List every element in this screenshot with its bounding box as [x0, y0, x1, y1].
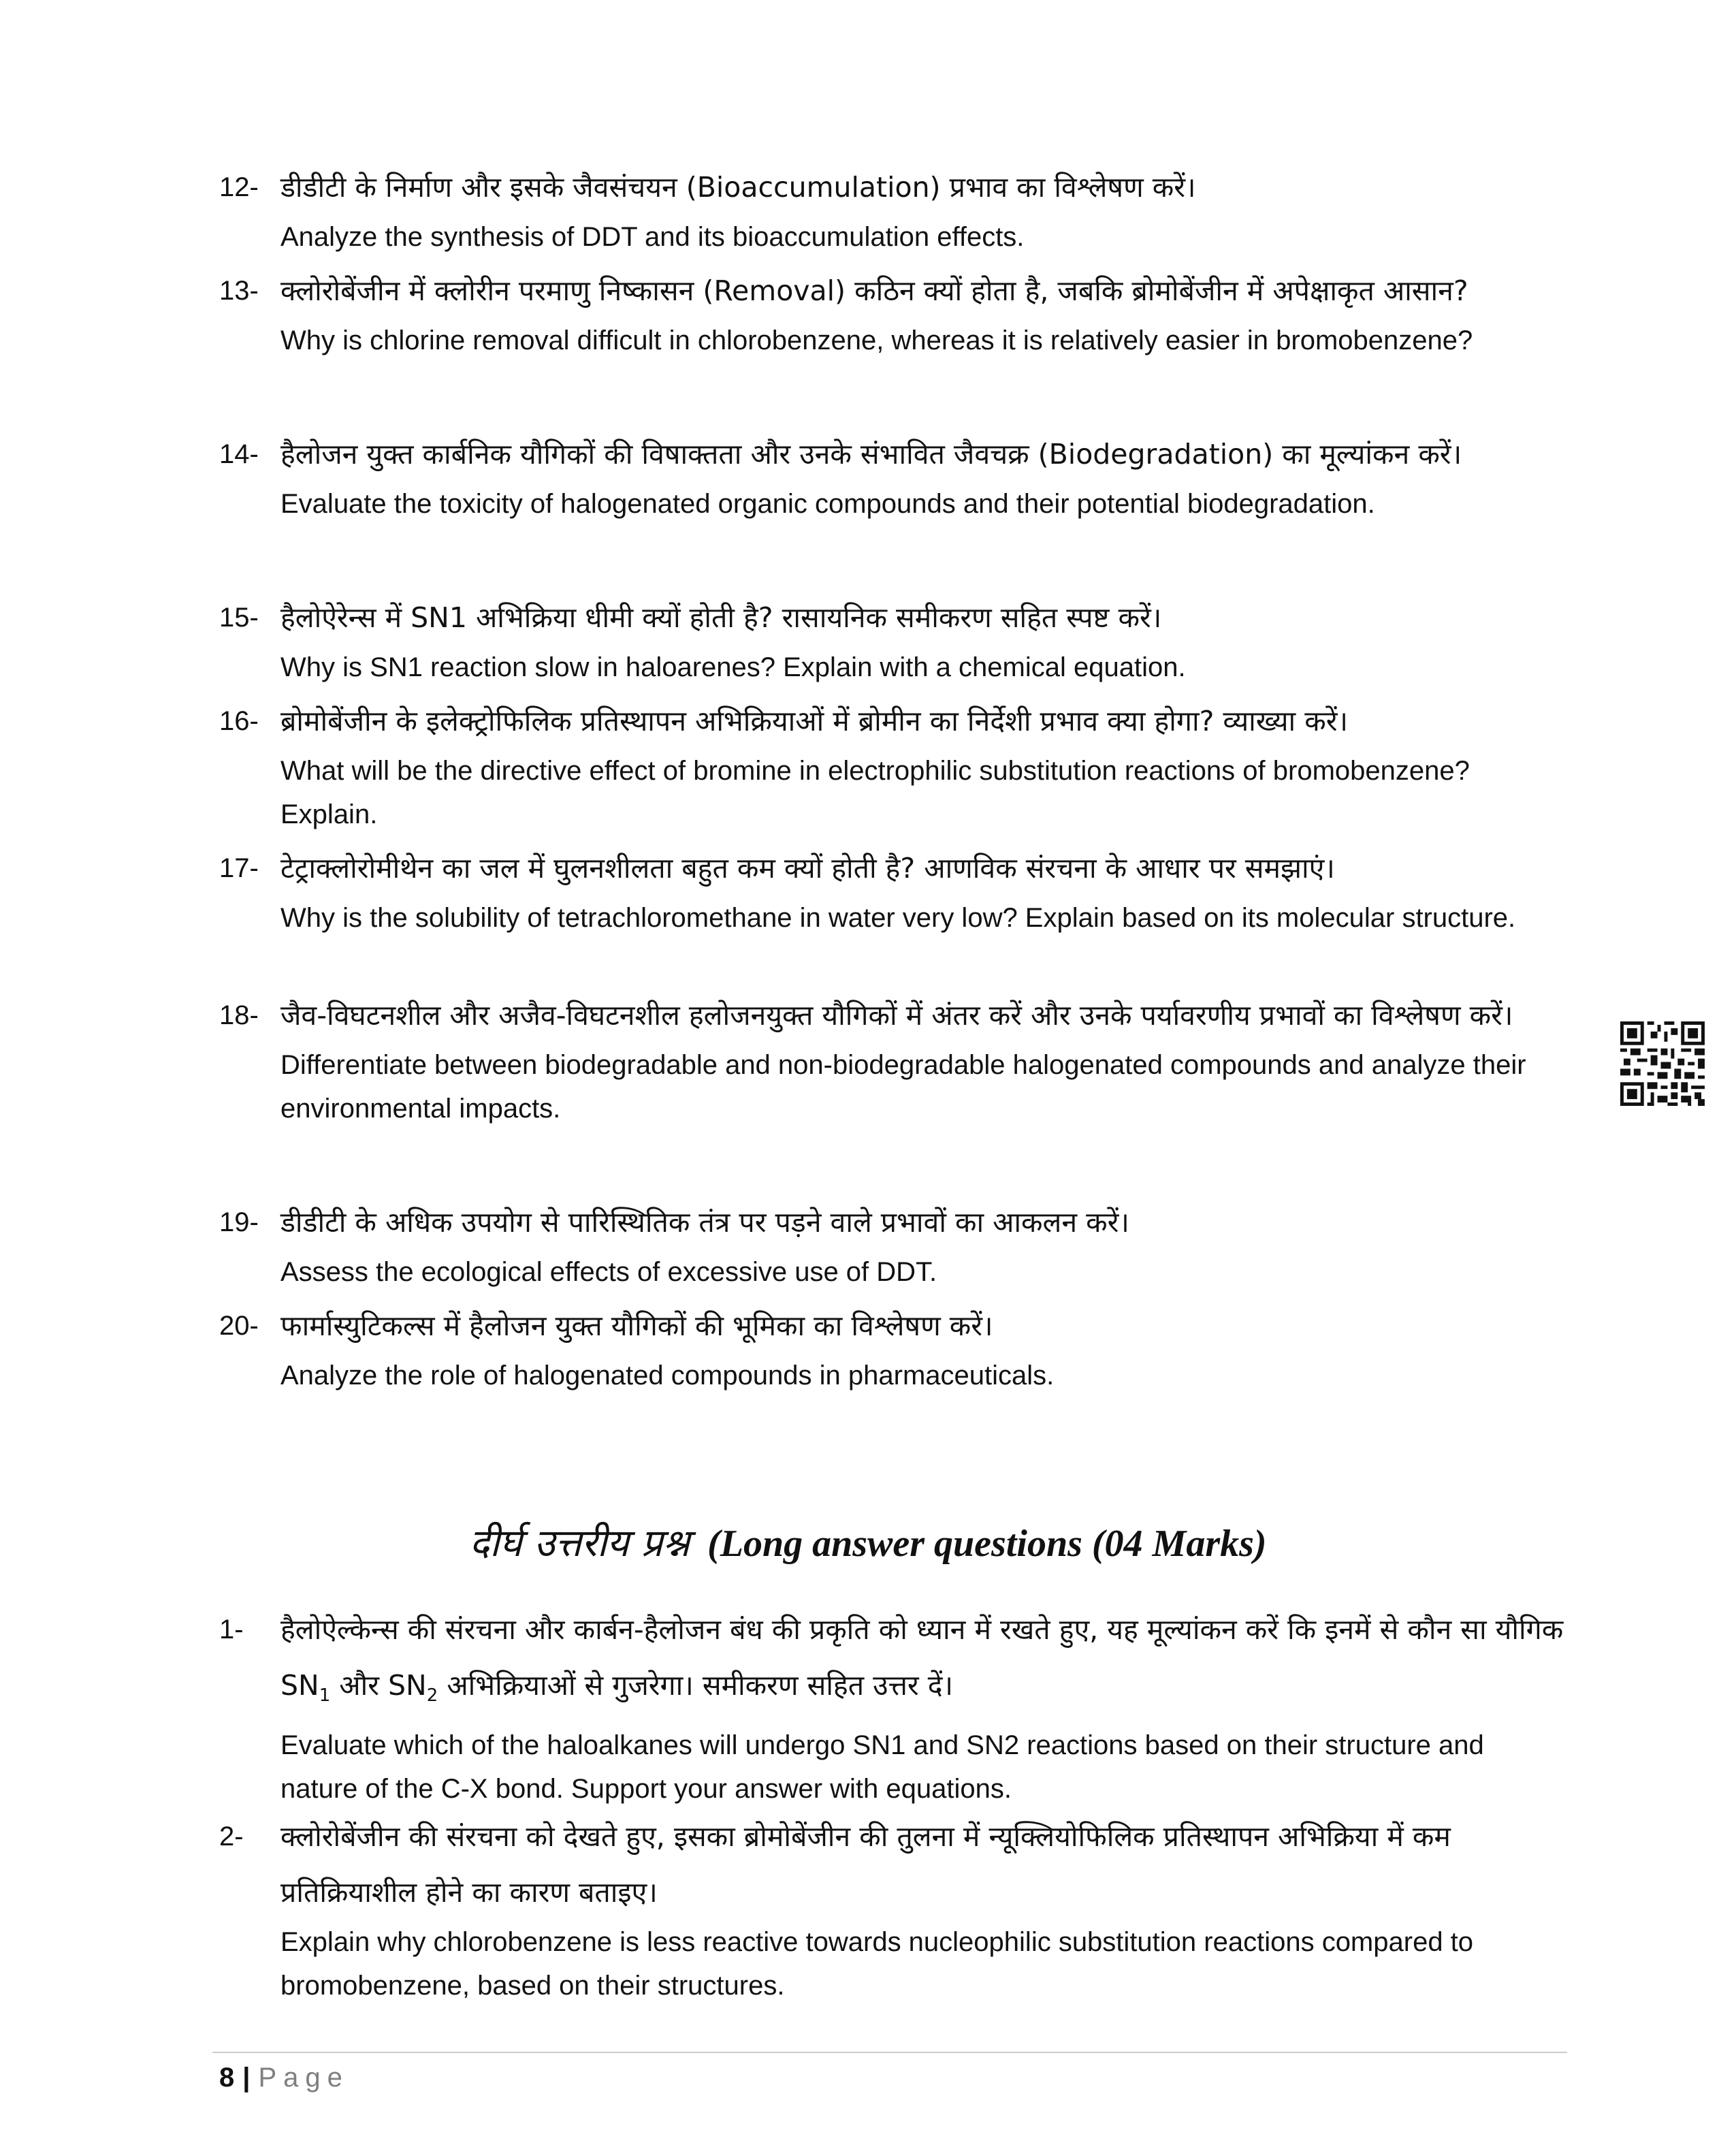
question-number: 19-: [219, 1207, 259, 1237]
question-number: 20-: [219, 1311, 259, 1341]
question-number: 18-: [219, 1000, 259, 1030]
question-number: 17-: [219, 853, 259, 883]
question-text-english: Evaluate which of the haloalkanes will undergo SN1 and SN2 reactions based on their structure and nature of the C-X bond. Support your answer with equations.: [280, 1730, 1484, 1805]
question-text-hindi: डीडीटी के निर्माण और इसके जैवसंचयन (Bioaccumulation) प्रभाव का विश्लेषण करें।: [280, 171, 1196, 204]
question-text-english: Evaluate the toxicity of halogenated organic compounds and their potential biodegradation.: [280, 489, 1375, 519]
question-text-hindi: टेट्राक्लोरोमीथेन का जल में घुलनशीलता बहुत कम क्यों होती है? आणविक संरचना के आधार पर समझाएं।: [280, 852, 1335, 885]
page-number: 8: [219, 2063, 235, 2093]
question-text-english: Analyze the role of halogenated compounds in pharmaceuticals.: [280, 1361, 1055, 1391]
page-label: Page: [258, 2063, 349, 2093]
question-text-hindi: हैलोऐरेन्स में SN1 अभिक्रिया धीमी क्यों होती है? रासायनिक समीकरण सहित स्पष्ट करें।: [280, 601, 1162, 634]
long-question-2: [219, 1809, 1567, 2007]
question-number: 13-: [219, 276, 259, 306]
footer-divider: [212, 2052, 1567, 2053]
question-number: 2-: [219, 1822, 244, 1852]
question-text-english: Assess the ecological effects of excessive use of DDT.: [280, 1257, 937, 1287]
question-13: [219, 263, 1567, 362]
question-text-hindi: क्लोरोबेंजीन की संरचना को देखते हुए, इसका ब्रोमोबेंजीन की तुलना में न्यूक्लियोफिलिक प्रतिस्थापन अभिक्रिया में कम प्रतिक्रियाशील होने का कारण बताइए।: [280, 1820, 1451, 1909]
question-text-english: Why is the solubility of tetrachloromethane in water very low? Explain based on its molecular structure.: [280, 903, 1516, 933]
question-number: 16-: [219, 706, 259, 736]
question-text-hindi: ब्रोमोबेंजीन के इलेक्ट्रोफिलिक प्रतिस्थापन अभिक्रियाओं में ब्रोमीन का निर्देशी प्रभाव क्या होगा? व्याख्या करें।: [280, 705, 1349, 737]
question-text-english: Differentiate between biodegradable and non-biodegradable halogenated compounds and analyze their environmental impacts.: [280, 1050, 1526, 1124]
question-number: 15-: [219, 603, 259, 633]
question-text-english: Analyze the synthesis of DDT and its bioaccumulation effects.: [280, 222, 1025, 252]
question-text-english: Explain why chlorobenzene is less reactive towards nucleophilic substitution reactions compared to bromobenzene, based on their structures.: [280, 1927, 1474, 2001]
question-text-hindi: हैलोजन युक्त कार्बनिक यौगिकों की विषाक्तता और उनके संभावित जैवचक्र (Biodegradation) का मूल्यांकन करें।: [280, 438, 1462, 471]
question-number: 12-: [219, 172, 259, 202]
question-14: [219, 426, 1567, 526]
question-text-hindi: हैलोऐल्केन्स की संरचना और कार्बन-हैलोजन बंध की प्रकृति को ध्यान में रखते हुए, यह मूल्यांकन करें कि इनमें से कौन सा यौगिक $SN_1$ और $SN_2$ अभिक्रियाओं से गुजरेगा। समीकरण सहित उत्तर दें।: [280, 1613, 1564, 1706]
question-16: [219, 693, 1567, 836]
footer-separator: |: [242, 2063, 251, 2093]
question-text-english: What will be the directive effect of bromine in electrophilic substitution reactions of bromobenzene? Explain.: [280, 756, 1470, 829]
question-number: 1-: [219, 1615, 244, 1644]
question-18: [219, 987, 1567, 1130]
question-12: [219, 159, 1567, 259]
long-question-1: [219, 1602, 1567, 1811]
section-heading: [0, 1516, 1736, 1568]
page-footer: [219, 2058, 349, 2097]
question-19: [219, 1194, 1567, 1294]
section-heading-hindi: दीर्घ उत्तरीय प्रश्न: [469, 1521, 690, 1566]
question-text-hindi: क्लोरोबेंजीन में क्लोरीन परमाणु निष्कासन (Removal) कठिन क्यों होता है, जबकि ब्रोमोबेंजीन में अपेक्षाकृत आसान?: [280, 274, 1468, 307]
qr-code-icon: [1620, 1021, 1705, 1106]
question-text-hindi: डीडीटी के अधिक उपयोग से पारिस्थितिक तंत्र पर पड़ने वाले प्रभावों का आकलन करें।: [280, 1206, 1129, 1239]
question-number: 14-: [219, 439, 259, 469]
question-17: [219, 840, 1567, 940]
question-15: [219, 590, 1567, 689]
question-text-hindi: फार्मास्युटिकल्स में हैलोजन युक्त यौगिकों की भूमिका का विश्लेषण करें।: [280, 1309, 993, 1342]
question-text-english: Why is SN1 reaction slow in haloarenes? Explain with a chemical equation.: [280, 652, 1186, 682]
question-text-hindi: जैव-विघटनशील और अजैव-विघटनशील हलोजनयुक्त यौगिकों में अंतर करें और उनके पर्यावरणीय प्रभावों का विश्लेषण करें।: [280, 999, 1513, 1032]
question-20: [219, 1298, 1567, 1397]
section-heading-english: (Long answer questions (04 Marks): [707, 1523, 1267, 1565]
question-text-english: Why is chlorine removal difficult in chlorobenzene, whereas it is relatively easier in bromobenzene?: [280, 325, 1473, 355]
